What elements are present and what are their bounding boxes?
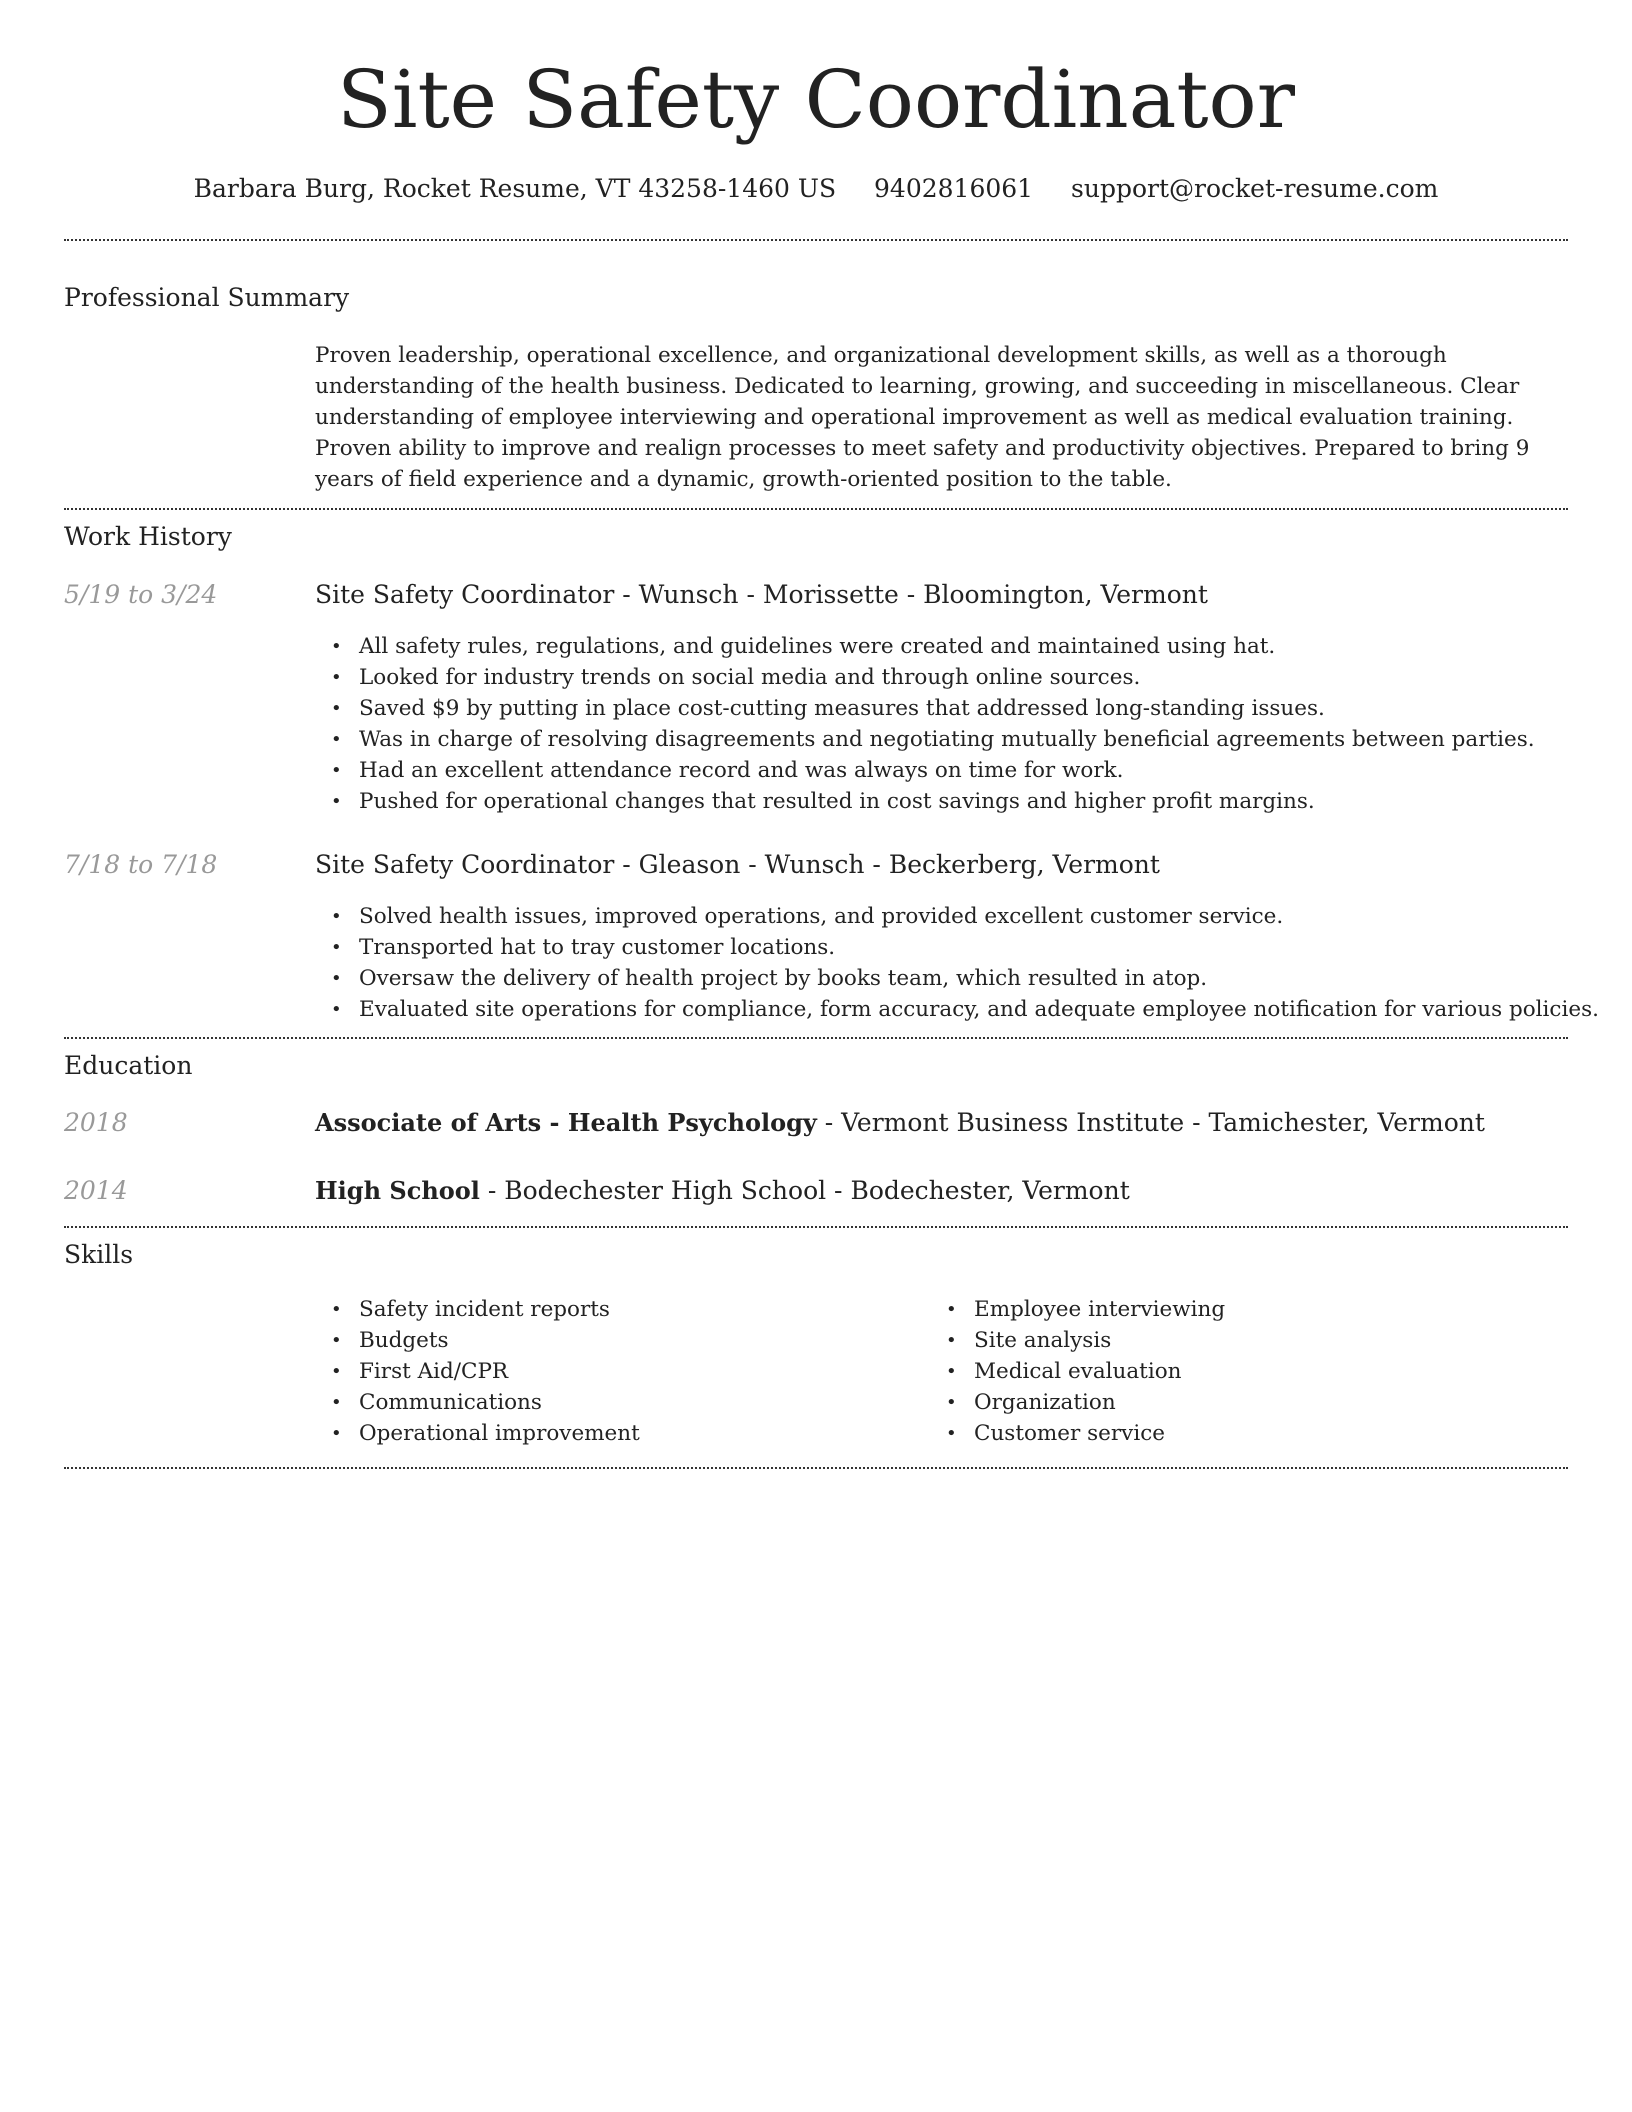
education-heading: Education [64, 1051, 193, 1080]
skill-item: • Organization [930, 1387, 1530, 1418]
skills-list-left [315, 1294, 915, 1449]
skill-item: • First Aid/CPR [315, 1356, 915, 1387]
job-bullet: • Saved $9 by putting in place cost-cutting measures that addressed long-standing issues. [315, 693, 1568, 724]
skill-item: • Site analysis [930, 1325, 1530, 1356]
job-bullet: • Oversaw the delivery of health project by books team, which resulted in atop. [315, 963, 1568, 994]
section-divider [64, 1037, 1568, 1039]
job-details: - Wunsch - Morissette - Bloomington, Vermont [614, 580, 1208, 609]
job-role: Site Safety Coordinator [315, 850, 615, 879]
education-entry [315, 1106, 1485, 1140]
education-details: - Bodechester High School - Bodechester, Vermont [479, 1176, 1130, 1205]
education-degree: Associate of Arts - Health Psychology [315, 1108, 817, 1137]
summary-heading: Professional Summary [64, 283, 350, 312]
skill-item: • Operational improvement [315, 1418, 915, 1449]
job-title [315, 848, 1568, 882]
section-divider [64, 1467, 1568, 1469]
skill-item: • Safety incident reports [315, 1294, 915, 1325]
resume-title: Site Safety Coordinator [337, 53, 1295, 146]
job-dates: 5/19 to 3/24 [64, 580, 218, 609]
contact-address: Barbara Burg, Rocket Resume, VT 43258-1460 US [193, 174, 837, 203]
skills-heading: Skills [64, 1240, 134, 1269]
contact-email: support@rocket-resume.com [1071, 174, 1439, 203]
job-bullet: • Transported hat to tray customer locations. [315, 932, 1568, 963]
skills-list-right [930, 1294, 1530, 1449]
work-history-heading: Work History [64, 522, 232, 551]
job-role: Site Safety Coordinator [315, 580, 615, 609]
contact-phone: 9402816061 [874, 174, 1034, 203]
section-divider [64, 508, 1568, 510]
job-bullet: • Pushed for operational changes that resulted in cost savings and higher profit margins. [315, 786, 1568, 817]
summary-text: Proven leadership, operational excellence, and organizational development skills, as well as a thorough understanding of the health business. Dedicated to learning, growing, and succeeding in miscellaneous. Clear understanding of employee interviewing and operational improvement as well as medical evaluation training. Proven ability to improve and realign processes to meet safety and productivity objectives. Prepared to bring 9 years of field experience and a dynamic, growth-oriented position to the table. [315, 343, 1530, 492]
education-year: 2018 [64, 1108, 128, 1137]
education-year: 2014 [64, 1176, 128, 1205]
skill-item: • Budgets [315, 1325, 915, 1356]
education-details: - Vermont Business Institute - Tamichester, Vermont [816, 1108, 1485, 1137]
job-bullet: • Was in charge of resolving disagreements and negotiating mutually beneficial agreements between parties. [315, 724, 1568, 755]
job-title [315, 578, 1568, 612]
section-divider [64, 239, 1568, 241]
resume-page [64, 0, 1599, 2112]
job-bullets [315, 901, 1599, 1025]
job-dates: 7/18 to 7/18 [64, 850, 218, 879]
skill-item: • Customer service [930, 1418, 1530, 1449]
job-bullet: • Evaluated site operations for compliance, form accuracy, and adequate employee notification for various policies. [315, 994, 1568, 1025]
education-entry [315, 1174, 1130, 1208]
section-divider [64, 1226, 1568, 1228]
job-bullet: • Had an excellent attendance record and was always on time for work. [315, 755, 1568, 786]
skill-item: • Employee interviewing [930, 1294, 1530, 1325]
job-details: - Gleason - Wunsch - Beckerberg, Vermont [614, 850, 1160, 879]
job-bullet: • Solved health issues, improved operations, and provided excellent customer service. [315, 901, 1568, 932]
job-bullet: • Looked for industry trends on social media and through online sources. [315, 662, 1568, 693]
job-bullets [315, 631, 1568, 817]
skill-item: • Communications [315, 1387, 915, 1418]
education-degree: High School [315, 1176, 480, 1205]
skill-item: • Medical evaluation [930, 1356, 1530, 1387]
contact-line [64, 170, 1568, 208]
job-bullet: • All safety rules, regulations, and guidelines were created and maintained using hat. [315, 631, 1568, 662]
